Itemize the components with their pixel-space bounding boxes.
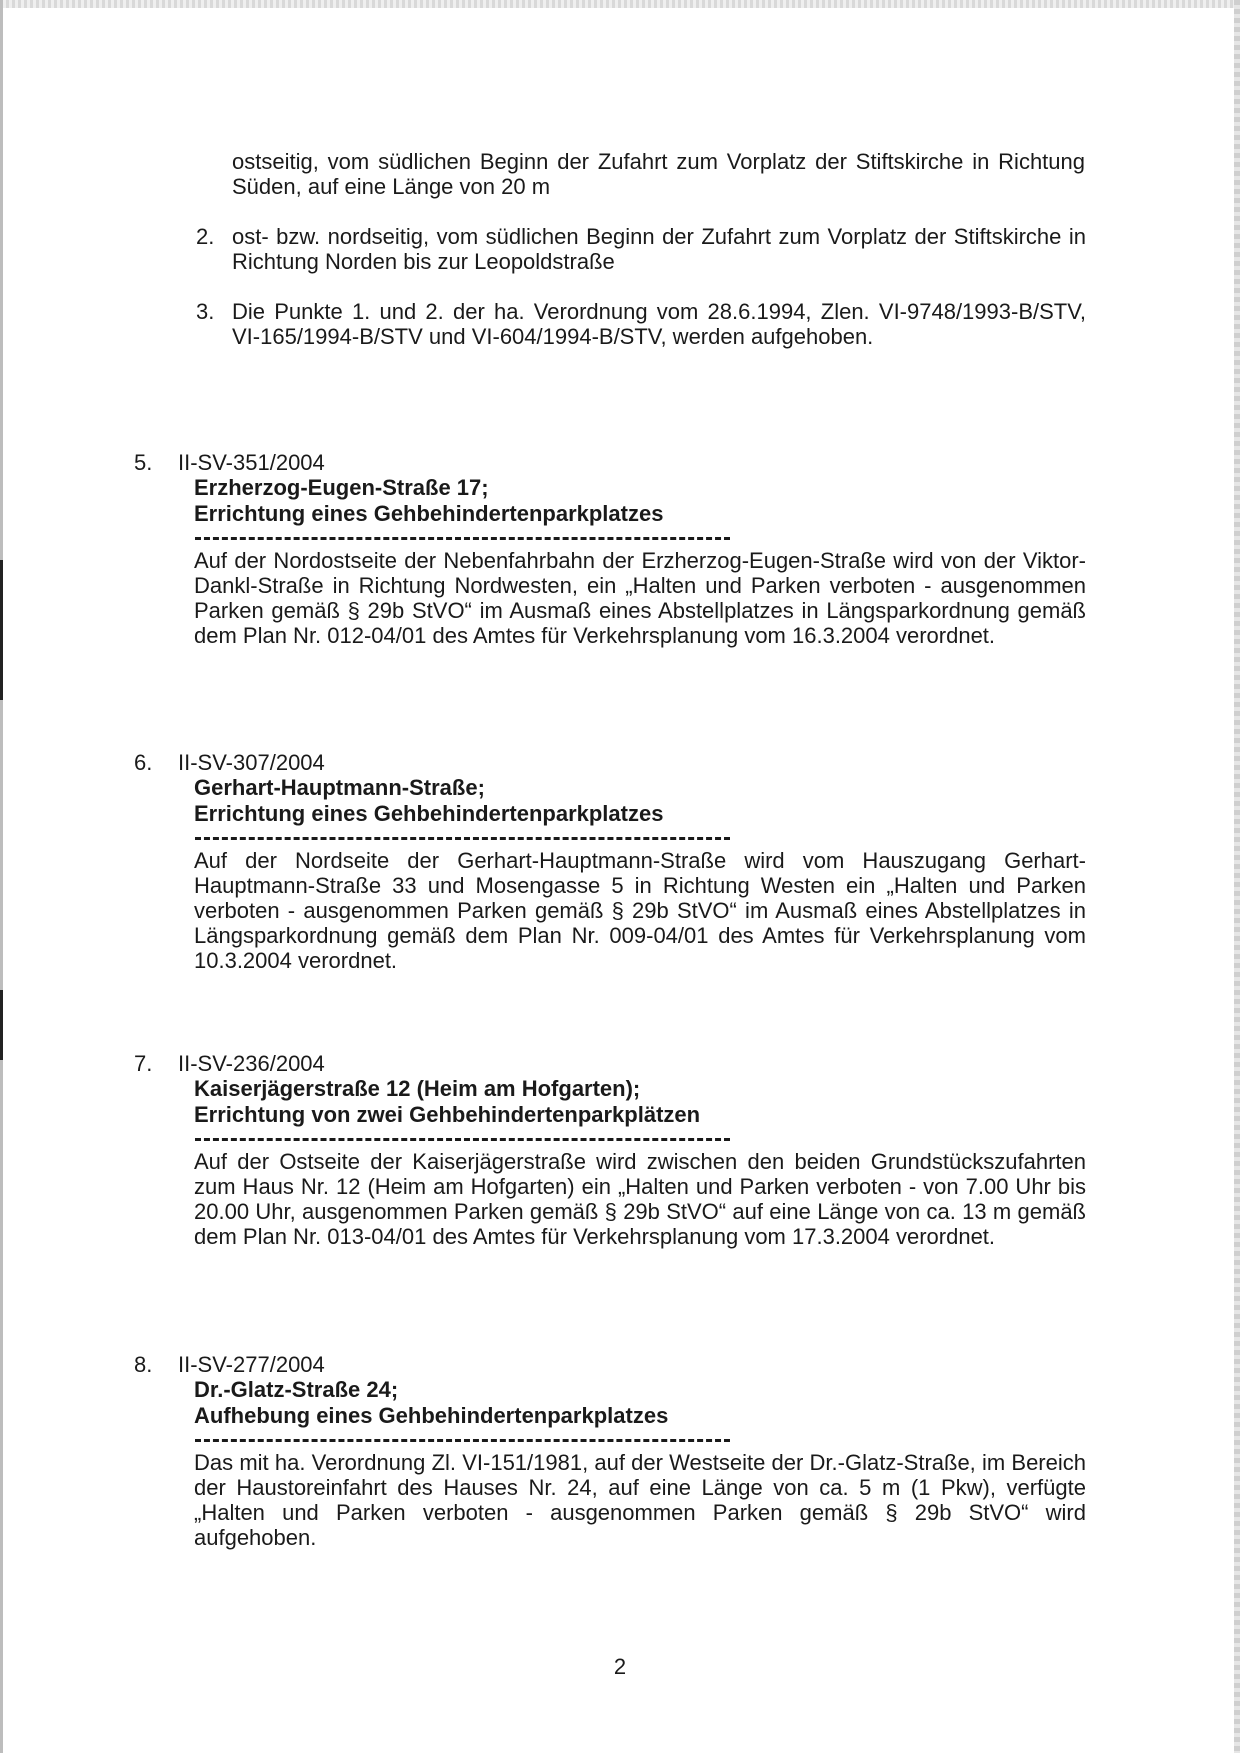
- sublist-text: ost- bzw. nordseitig, vom südlichen Beginn der Zufahrt zum Vorplatz der Stiftskirche in Richtung Norden bis zur Leopoldstraße: [232, 224, 1086, 274]
- item-body-text: Auf der Ostseite der Kaiserjägerstraße wird zwischen den beiden Grundstückszufahrten zum Haus Nr. 12 (Heim am Hofgarten) ein „Halten und Parken verboten - von 7.00 Uhr bis 20.00 Uhr, ausgenommen Parken gemäß § 29b StVO“ auf eine Länge von ca. 13 m gemäß dem Plan Nr. 013-04/01 des Amtes für Verkehrsplanung vom 17.3.2004 verordnet.: [194, 1149, 1086, 1249]
- sublist-number: 3.: [196, 299, 215, 324]
- item-case-number: II-SV-307/2004: [178, 750, 325, 775]
- item-heading-location: Gerhart-Hauptmann-Straße;: [194, 775, 485, 800]
- scan-left-edge: [0, 0, 3, 1753]
- item-body-text: Auf der Nordseite der Gerhart-Hauptmann-Straße wird vom Hauszugang Gerhart-Hauptmann-Straße 33 und Mosengasse 5 in Richtung Westen ein „Halten und Parken verboten - ausgenommen Parken gemäß § 29b StVO“ im Ausmaß eines Abstellplatzes in Längsparkordnung gemäß dem Plan Nr. 009-04/01 des Amtes für Verkehrsplanung vom 10.3.2004 verordnet.: [194, 848, 1086, 973]
- item-body-text: Das mit ha. Verordnung Zl. VI-151/1981, auf der Westseite der Dr.-Glatz-Straße, im Bereich der Haustoreinfahrt des Hauses Nr. 24, auf eine Länge von ca. 5 m (1 Pkw), verfügte „Halten und Parken verboten - ausgenommen Parken gemäß § 29b StVO“ wird aufgehoben.: [194, 1450, 1086, 1550]
- item-heading-subject: Aufhebung eines Gehbehindertenparkplatzes: [194, 1403, 669, 1428]
- item-content: [194, 1377, 1086, 1550]
- item-number: 7.: [134, 1051, 153, 1076]
- sublist-item: [196, 299, 1086, 349]
- item-body-text: Auf der Nordostseite der Nebenfahrbahn der Erzherzog-Eugen-Straße wird von der Viktor-Dankl-Straße in Richtung Nordwesten, ein „Halten und Parken verboten - ausgenommen Parken gemäß § 29b StVO“ im Ausmaß eines Abstellplatzes in Längsparkordnung gemäß dem Plan Nr. 012-04/01 des Amtes für Verkehrsplanung vom 16.3.2004 verordnet.: [194, 548, 1086, 648]
- page-number: 2: [613, 1654, 627, 1679]
- item-heading-location: Erzherzog-Eugen-Straße 17;: [194, 475, 489, 500]
- scan-right-edge: [1234, 0, 1240, 1753]
- sublist-number: 2.: [196, 224, 215, 249]
- item-heading-subject: Errichtung von zwei Gehbehindertenparkplätzen: [194, 1102, 701, 1127]
- item-case-number: II-SV-351/2004: [178, 450, 325, 475]
- sublist-item: [196, 224, 1086, 274]
- item-number: 5.: [134, 450, 153, 475]
- sublist-text: Die Punkte 1. und 2. der ha. Verordnung vom 28.6.1994, Zlen. VI-9748/1993-B/STV, VI-165/1994-B/STV und VI-604/1994-B/STV, werden aufgehoben.: [232, 299, 1086, 349]
- dashed-separator: [195, 1439, 730, 1442]
- scan-edge-mark: [0, 560, 3, 700]
- item-content: [194, 775, 1086, 973]
- item-heading-subject: Errichtung eines Gehbehindertenparkplatzes: [194, 501, 664, 526]
- dashed-separator: [195, 1138, 730, 1141]
- item-content: [194, 1076, 1086, 1249]
- dashed-separator: [195, 537, 730, 540]
- scan-edge-mark: [0, 990, 3, 1060]
- item-case-number: II-SV-236/2004: [178, 1051, 325, 1076]
- item-number: 6.: [134, 750, 153, 775]
- continuation-paragraph: ostseitig, vom südlichen Beginn der Zufahrt zum Vorplatz der Stiftskirche in Richtung Süden, auf eine Länge von 20 m: [232, 149, 1085, 199]
- item-number: 8.: [134, 1352, 153, 1377]
- item-heading-location: Kaiserjägerstraße 12 (Heim am Hofgarten);: [194, 1076, 641, 1101]
- dashed-separator: [195, 837, 730, 840]
- scan-top-edge: [0, 0, 1240, 8]
- item-content: [194, 475, 1086, 648]
- item-heading-subject: Errichtung eines Gehbehindertenparkplatzes: [194, 801, 664, 826]
- item-case-number: II-SV-277/2004: [178, 1352, 325, 1377]
- item-heading-location: Dr.-Glatz-Straße 24;: [194, 1377, 399, 1402]
